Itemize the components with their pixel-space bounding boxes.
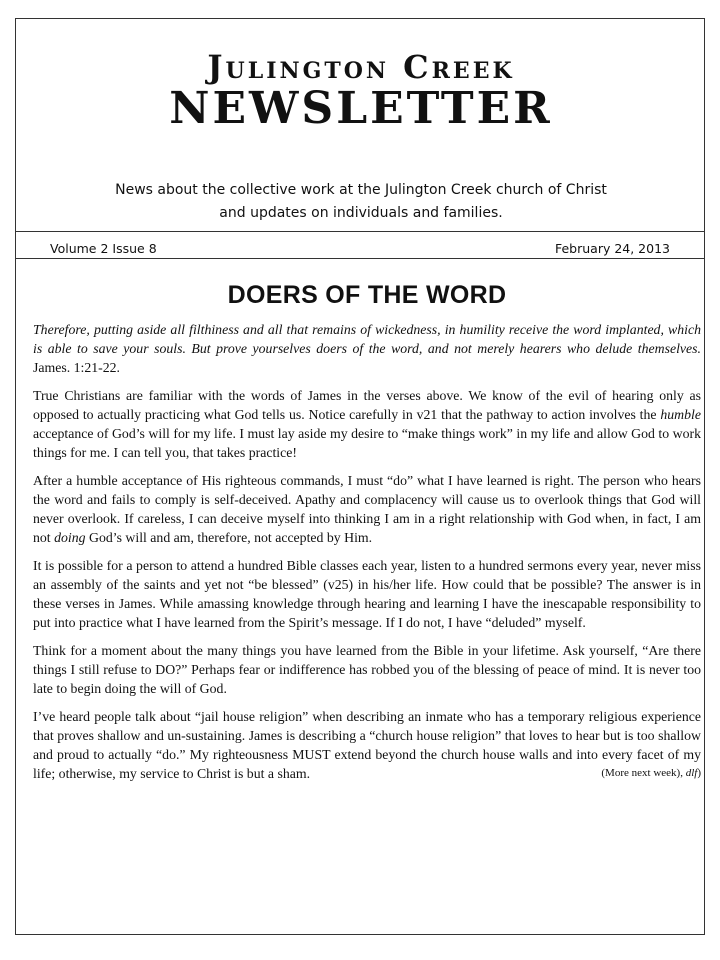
tagline-line1: News about the collective work at the Julington Creek church of Christ [115,182,607,198]
paragraph-text: True Christians are familiar with the words of James in the verses above. We know of the evil of hearing only as opposed to actually practicing what God tells us. Notice carefully in v21 that the pathway to action involves the [33,388,701,422]
issue-info-row [16,239,704,257]
article-paragraph-2 [33,471,701,547]
article-paragraph-5 [33,707,701,783]
article [33,281,701,792]
article-paragraph-3: It is possible for a person to attend a hundred Bible classes each year, listen to a hundred sermons every year, never miss an assembly of the saints and yet not “be blessed” (v25) in his/her life. How could that be possible? The answer is in these verses in James. While amassing knowledge through hearing and learning I have the inescapable responsibility to put into practice what I have learned from the Spirit’s message. If I do not, I have “deluded” myself. [33,558,701,630]
divider-top [16,231,704,232]
paragraph-text: acceptance of God’s will for my life. I must lay aside my desire to “make things work” in my life and allow God to work things for me. I can tell you, that takes practice! [33,426,701,460]
emphasis-text: humble [660,407,701,422]
masthead [16,49,706,133]
article-verse [33,320,701,377]
divider-bottom [16,258,704,259]
article-paragraph-4: Think for a moment about the many things you have learned from the Bible in your lifetime. Ask yourself, “Are there things I still refuse to DO?” Perhaps fear or indifference has robbed you of the blessing of peace of mind. It is never too late to begin doing the will of God. [33,643,701,696]
tagline-line2: and updates on individuals and families. [219,205,503,221]
paragraph-text: After a humble acceptance of His righteous commands, I must “do” what I have learned is right. The person who hears the word and fails to comply is self-deceived. Apathy and complacency will cause us to overlook things that God will never overlook. If careless, I can deceive myself into thinking I am in a right relationship with God when, in fact, I am not [33,473,701,545]
issue-volume: Volume 2 Issue 8 [50,241,157,256]
masthead-title-line1: Julington Creek [207,48,515,86]
newsletter-frame [15,18,705,935]
verse-reference: James. 1:21-22. [33,360,120,375]
signoff-initials: dlf [685,767,698,779]
paragraph-text: God’s will and am, therefore, not accepted by Him. [85,530,373,545]
emphasis-text: doing [54,530,86,545]
article-paragraph-1 [33,386,701,462]
masthead-tagline [36,179,686,225]
issue-date: February 24, 2013 [554,241,670,256]
paragraph-text: I’ve heard people talk about “jail house religion” when describing an inmate who has a temporary religious experience that proves shallow and un-sustaining. James is describing a “church house religion” that loves to hear but is too shallow and proud to actually “do.” My righteousness MUST extend beyond the church house walls and into every facet of my life; otherwise, my service to Christ is but a sham. [33,709,701,781]
signoff-text: (More next week), [601,767,686,779]
article-signoff [601,764,701,783]
article-headline: DOERS OF THE WORD [227,281,507,309]
masthead-title-line2: NEWSLETTER [169,83,553,134]
verse-text: Therefore, putting aside all filthiness and all that remains of wickedness, in humility receive the word implanted, which is able to save your souls. But prove yourselves doers of the word, and not merely hearers who delude themselves. [33,322,701,356]
signoff-text: ) [697,767,701,779]
